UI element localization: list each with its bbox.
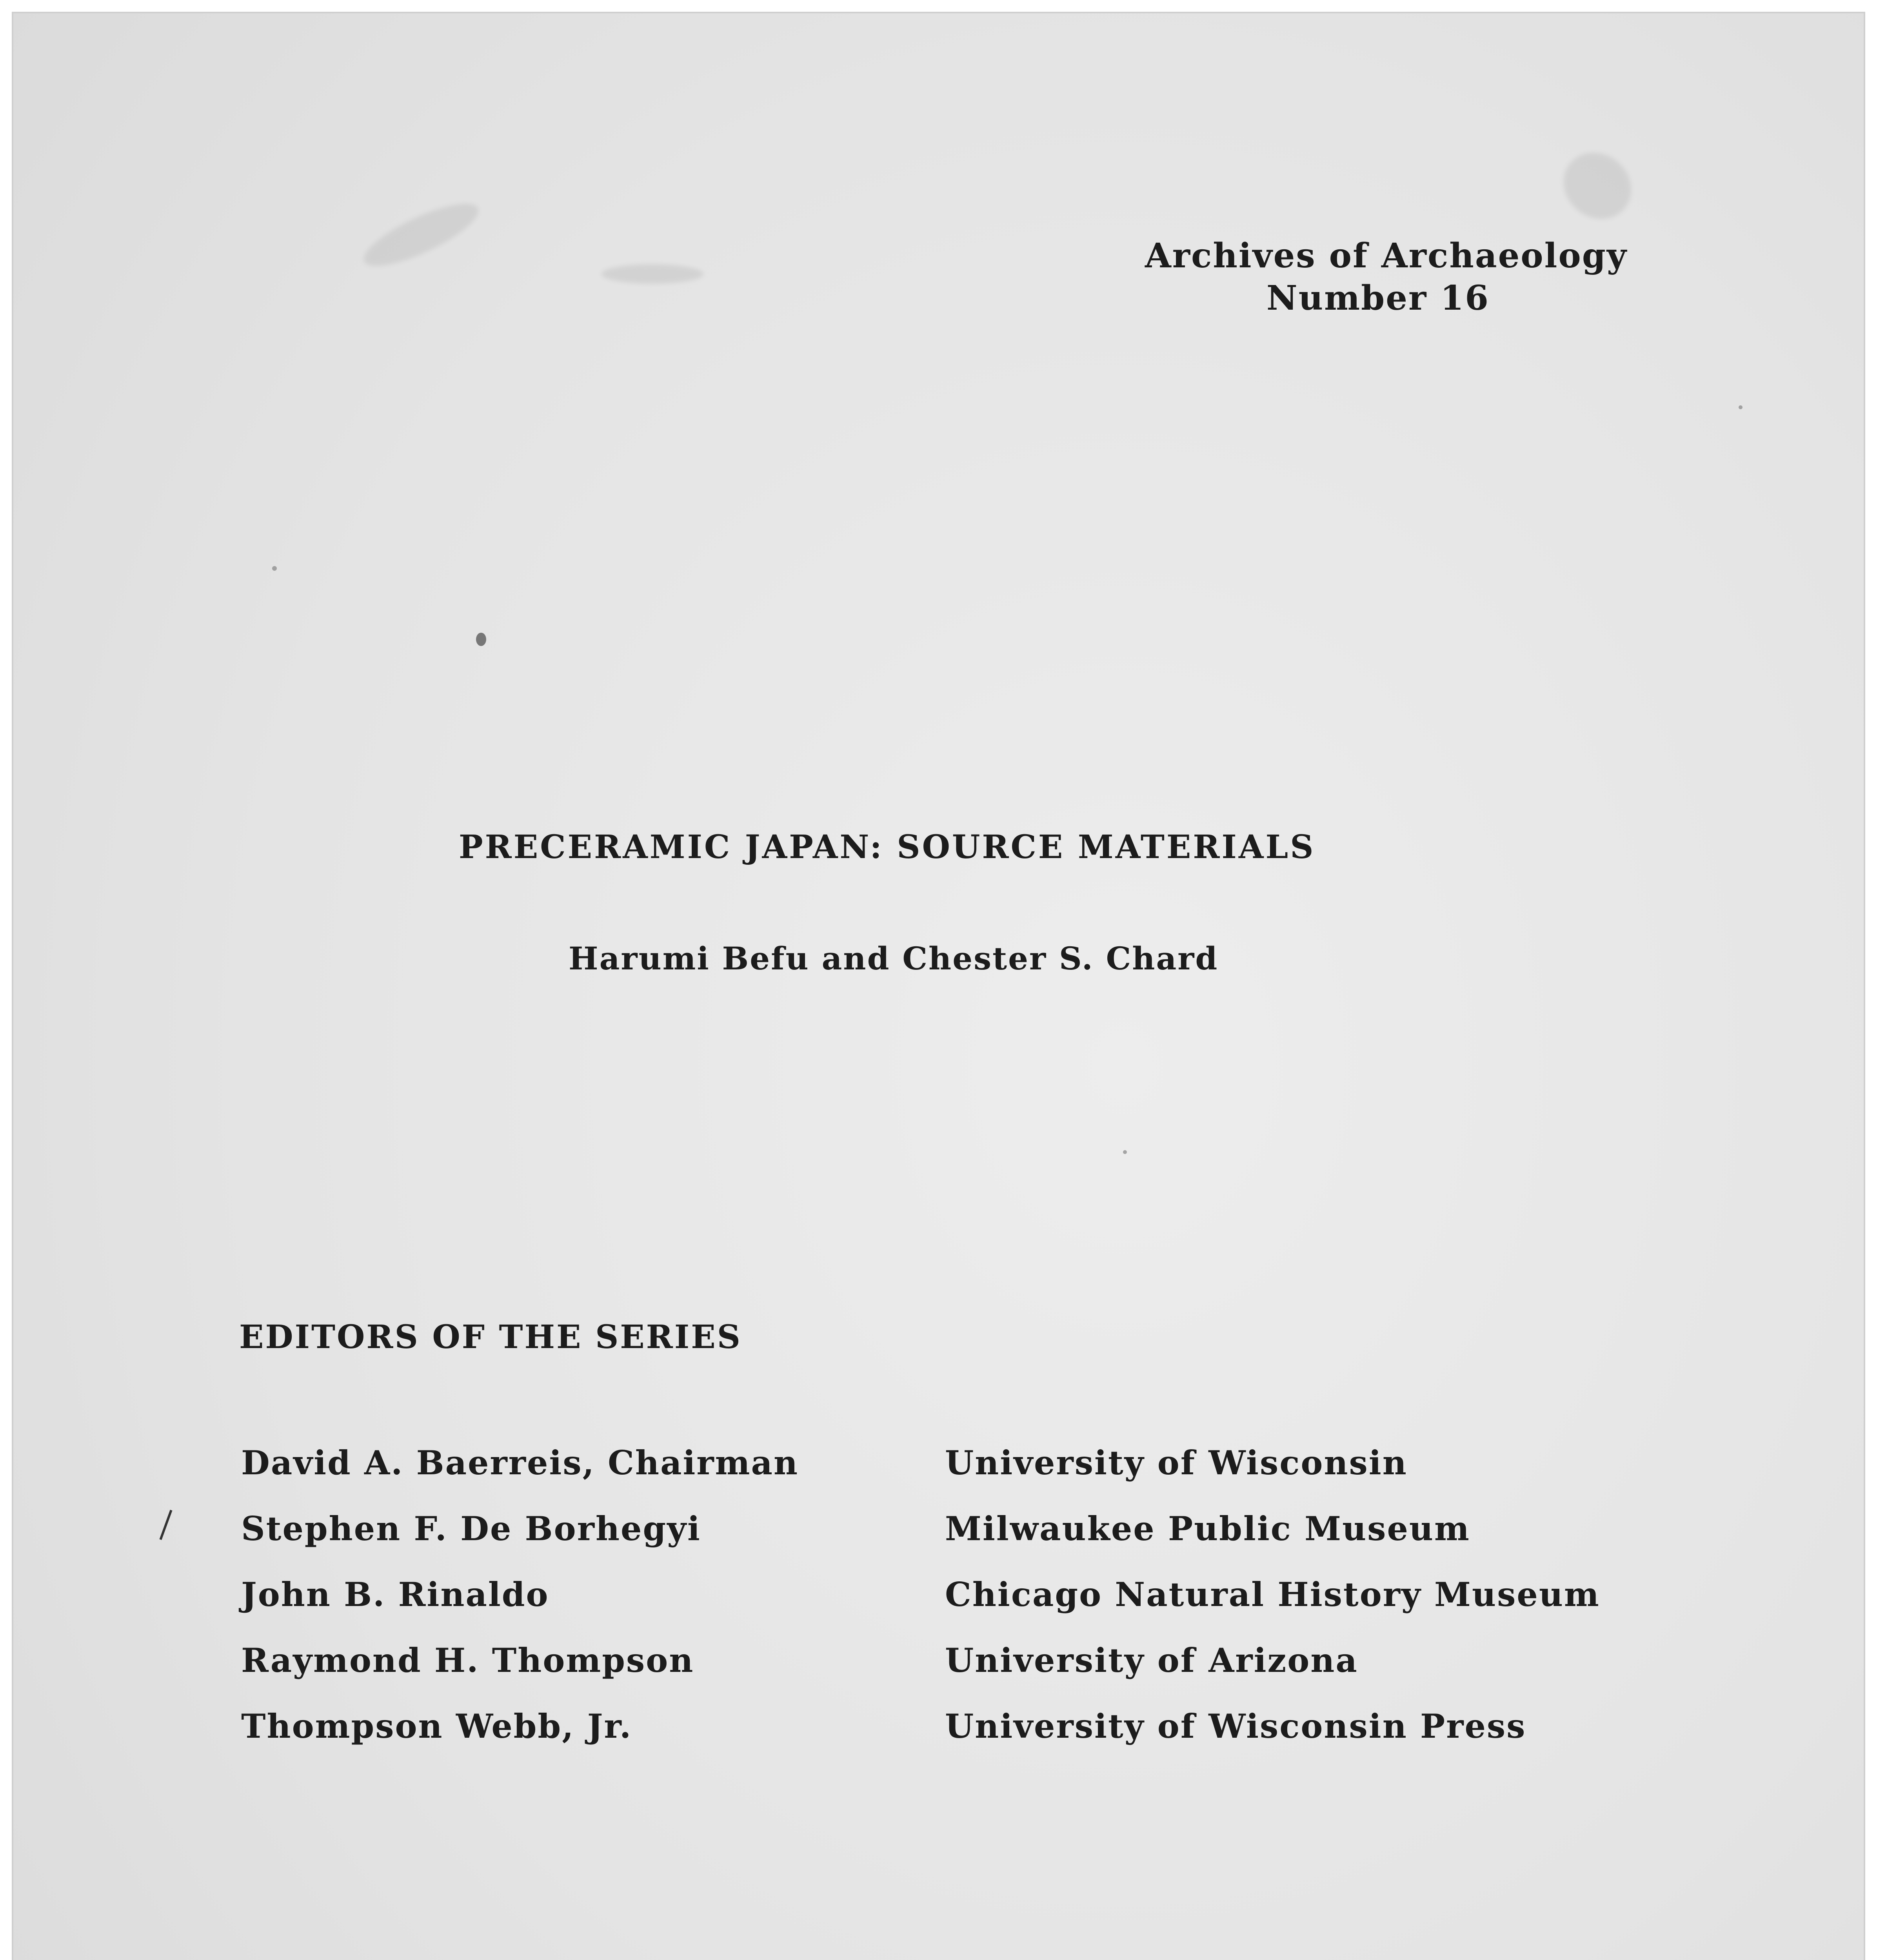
editor-name: Thompson Webb, Jr. — [241, 1707, 632, 1746]
scan-smudge — [601, 264, 703, 284]
editor-name: Stephen F. De Borhegyi — [241, 1509, 701, 1548]
series-name: Archives of Archaeology — [1145, 236, 1628, 276]
editor-affiliation: Chicago Natural History Museum — [945, 1575, 1600, 1614]
scan-smudge — [357, 192, 485, 278]
editor-affiliation: University of Wisconsin Press — [945, 1707, 1526, 1746]
editors-heading: EDITORS OF THE SERIES — [239, 1318, 742, 1356]
editor-affiliation: Milwaukee Public Museum — [945, 1509, 1470, 1548]
scan-speck — [476, 633, 486, 646]
scan-speck — [1739, 405, 1743, 409]
scan-speck — [1123, 1150, 1127, 1154]
scan-speck — [272, 566, 277, 571]
editor-name: John B. Rinaldo — [241, 1575, 549, 1614]
editor-affiliation: University of Arizona — [945, 1641, 1358, 1680]
editor-affiliation: University of Wisconsin — [945, 1443, 1408, 1482]
series-number: Number 16 — [1266, 278, 1490, 318]
document-title: PRECERAMIC JAPAN: SOURCE MATERIALS — [459, 828, 1316, 866]
editor-name: Raymond H. Thompson — [241, 1641, 694, 1680]
scan-smudge — [1550, 139, 1645, 232]
editor-name: David A. Baerreis, Chairman — [241, 1443, 799, 1482]
authors-line: Harumi Befu and Chester S. Chard — [569, 940, 1219, 977]
